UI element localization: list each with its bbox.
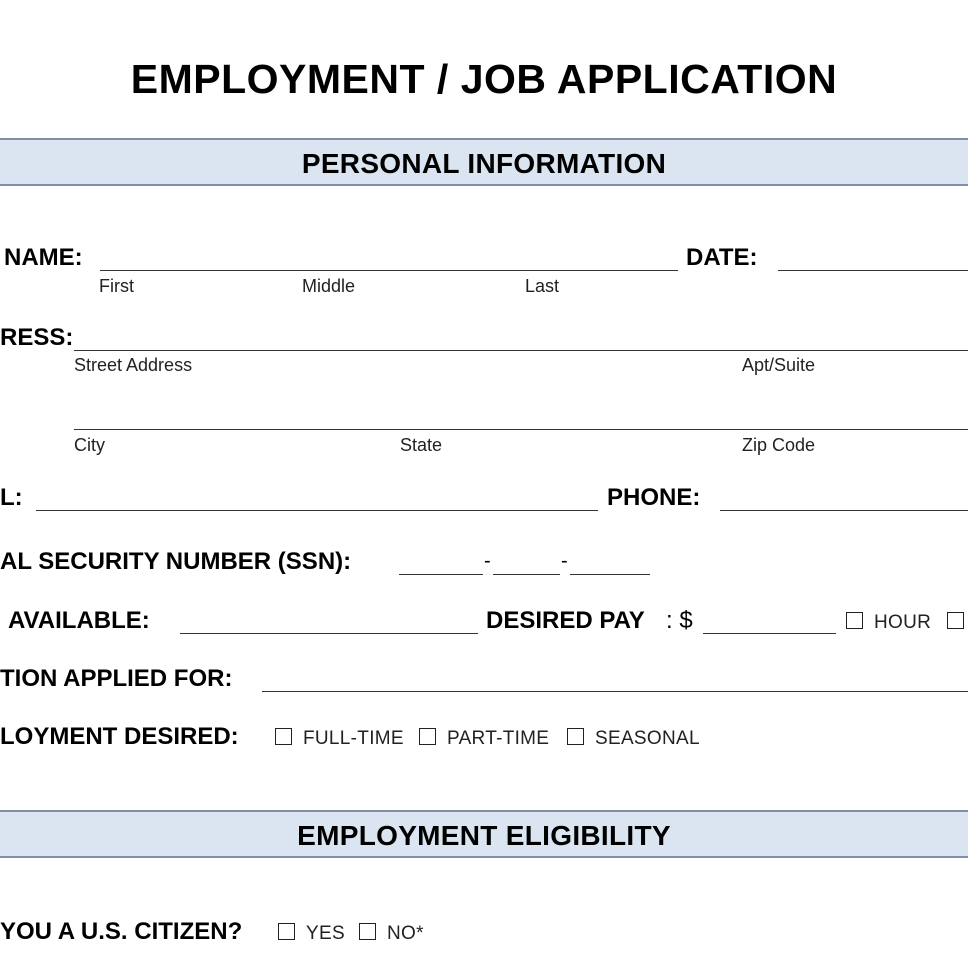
city-caption: City <box>74 435 105 455</box>
ssn-label: AL SECURITY NUMBER (SSN): <box>0 548 352 575</box>
ssn-field-part2[interactable] <box>493 574 560 575</box>
address-label: RESS: <box>0 324 74 351</box>
ssn-separator-1: - <box>484 550 491 572</box>
position-field[interactable] <box>262 691 968 692</box>
name-middle-caption: Middle <box>302 276 356 296</box>
section-title-personal: PERSONAL INFORMATION <box>301 148 667 179</box>
zip-code-caption: Zip Code <box>742 435 816 455</box>
part-time-label: PART-TIME <box>447 728 550 749</box>
state-caption: State <box>400 435 443 455</box>
apt-suite-caption: Apt/Suite <box>742 355 816 375</box>
employment-desired-label: LOYMENT DESIRED: <box>0 723 239 750</box>
desired-pay-dollar: : $ <box>666 607 693 634</box>
name-last-caption: Last <box>525 276 560 296</box>
date-available-label: AVAILABLE: <box>8 607 150 634</box>
name-field[interactable] <box>100 270 678 271</box>
name-first-caption: First <box>99 276 134 296</box>
date-label: DATE: <box>686 244 758 271</box>
form-title: EMPLOYMENT / JOB APPLICATION <box>130 56 838 102</box>
city-state-zip-field[interactable] <box>74 429 968 430</box>
hour-checkbox[interactable] <box>846 612 863 629</box>
ssn-separator-2: - <box>561 550 568 572</box>
email-field[interactable] <box>36 510 598 511</box>
citizen-yes-label: YES <box>306 923 345 944</box>
position-label: TION APPLIED FOR: <box>0 665 233 692</box>
street-address-field[interactable] <box>74 350 968 351</box>
section-header-personal <box>0 138 968 186</box>
citizen-no-checkbox[interactable] <box>359 923 376 940</box>
hour-option-label: HOUR <box>874 612 932 633</box>
part-time-checkbox[interactable] <box>419 728 436 745</box>
phone-field[interactable] <box>720 510 968 511</box>
full-time-checkbox[interactable] <box>275 728 292 745</box>
name-label: NAME: <box>4 244 83 271</box>
street-address-caption: Street Address <box>74 355 193 375</box>
citizen-yes-checkbox[interactable] <box>278 923 295 940</box>
date-field[interactable] <box>778 270 968 271</box>
section-title-eligibility: EMPLOYMENT ELIGIBILITY <box>297 820 671 851</box>
ssn-field-part1[interactable] <box>399 574 483 575</box>
citizen-no-label: NO* <box>387 923 424 944</box>
full-time-label: FULL-TIME <box>303 728 404 749</box>
email-label: L: <box>0 484 23 511</box>
citizen-question-label: YOU A U.S. CITIZEN? <box>0 918 243 945</box>
phone-label: PHONE: <box>607 484 701 511</box>
desired-pay-field[interactable] <box>703 633 836 634</box>
seasonal-checkbox[interactable] <box>567 728 584 745</box>
year-checkbox[interactable] <box>947 612 964 629</box>
desired-pay-label: DESIRED PAY <box>486 607 645 634</box>
seasonal-label: SEASONAL <box>595 728 700 749</box>
date-available-field[interactable] <box>180 633 478 634</box>
ssn-field-part3[interactable] <box>570 574 650 575</box>
section-header-eligibility <box>0 810 968 858</box>
